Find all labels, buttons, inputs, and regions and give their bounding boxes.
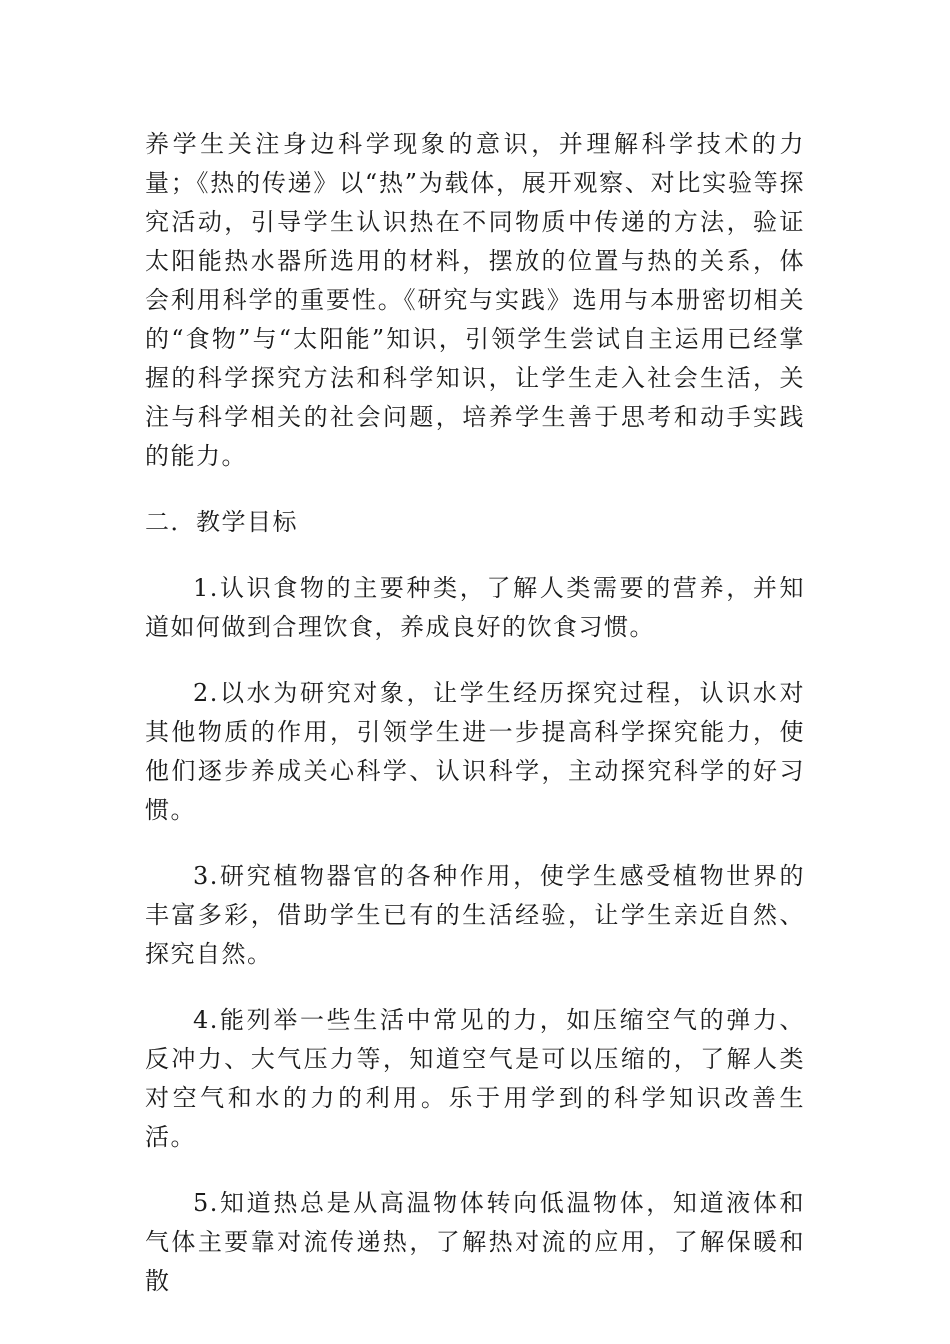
document-body	[145, 125, 805, 1328]
objective-item-5: 5.知道热总是从高温物体转向低温物体，知道液体和气体主要靠对流传递热，了解热对流的应用，了解保暖和散	[145, 1189, 805, 1295]
objective-item-2: 2.以水为研究对象，让学生经历探究过程，认识水对其他物质的作用，引领学生进一步提高科学探究能力，使他们逐步养成关心科学、认识科学，主动探究科学的好习惯。	[145, 679, 805, 824]
intro-paragraph: 养学生关注身边科学现象的意识，并理解科学技术的力量；《热的传递》以“热”为载体，展开观察、对比实验等探究活动，引导学生认识热在不同物质中传递的方法，验证太阳能热水器所选用的材料，摆放的位置与热的关系，体会利用科学的重要性。《研究与实践》选用与本册密切相关的“食物”与“太阳能”知识，引领学生尝试自主运用已经掌握的科学探究方法和科学知识，让学生走入社会生活，关注与科学相关的社会问题，培养学生善于思考和动手实践的能力。	[145, 130, 805, 470]
objective-item-3: 3.研究植物器官的各种作用，使学生感受植物世界的丰富多彩，借助学生已有的生活经验，让学生亲近自然、探究自然。	[145, 862, 805, 968]
section-heading: 二．教学目标	[145, 508, 298, 536]
objective-item-1: 1.认识食物的主要种类，了解人类需要的营养，并知道如何做到合理饮食，养成良好的饮食习惯。	[145, 574, 805, 641]
objective-item-4: 4.能列举一些生活中常见的力，如压缩空气的弹力、反冲力、大气压力等，知道空气是可以压缩的，了解人类对空气和水的力的利用。乐于用学到的科学知识改善生活。	[145, 1006, 805, 1151]
